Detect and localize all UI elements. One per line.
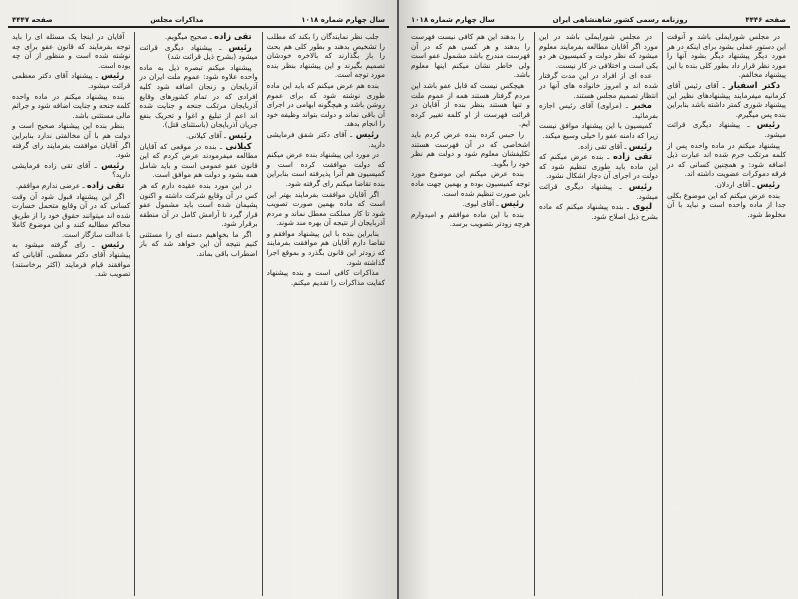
paragraph [12, 192, 130, 240]
paragraph-text: هیچکس نیست که قابل عفو باشد این مردم گرفتار هستند همه از عموم ملت و تنها هستند بنظر بنده از آقایان در قرائت فهرست از او کلمه تغییر کرده ایم. [411, 80, 530, 129]
paragraph [411, 169, 530, 198]
paragraph [411, 210, 530, 229]
paragraph-text: آقای تقی زاده فرمایشی دارید؟ [12, 160, 131, 180]
speaker-name: تقی زاده [612, 151, 652, 162]
paragraph-text: بنظر بنده این پیشنهاد صحیح است و دولت هم با آن مخالفتی ندارد بنابراین اگر آقایان موافقت بفرمایند رای گرفته شود. [12, 121, 131, 160]
speaker-name: تقی زاده [86, 179, 125, 190]
paragraph [12, 32, 130, 70]
speaker-name: دکتر اسفیار [728, 79, 780, 90]
paragraph [267, 268, 385, 287]
paragraph-text: پیشنهاد دیگری قرائت میشود (بشرح ذیل قرائت شد) [139, 42, 258, 62]
speaker-name: رئیس [628, 180, 652, 191]
paragraph: تقی زاده ـ صحیح میگویم. [164, 32, 252, 41]
paragraph-text: بنده عرض میکنم که این ماده باید طوری تنظیم شود که دولت در اجرای آن دچار اشکال نشود. [539, 152, 658, 181]
paragraph-text: در مورد این پیشنهاد بنده عرض میکنم که دولت موافقت کرده است و کمیسیون هم آنرا پذیرفته است بنابراین بنده تقاضا میکنم رای گرفته شود. [266, 150, 385, 188]
page-header [407, 14, 790, 28]
paragraph [667, 32, 786, 80]
speaker-name: رئیس [756, 178, 780, 189]
columns [407, 32, 790, 596]
paragraph-text: بنده عرض میکنم که این موضوع بکلی جدا از ماده واحده است و نباید با آن مخلوط شود. [667, 190, 786, 219]
header-issue: سال چهارم شماره ۱۰۱۸ [411, 16, 495, 24]
paragraph [411, 32, 530, 80]
paragraph [267, 32, 385, 80]
paragraph: رئیس ـ پیشنهاد دیگری قرائت میشود. [667, 119, 786, 139]
paragraph-text: بنده در موقعی که آقایان مطالعه میفرمودند عرض کردم که این قانون عفو عمومی است و باید شامل همه بشود و دولت هم موافق است. [139, 141, 258, 180]
paragraph-text: آقای دکتر شفق فرمایشی دارید. [266, 129, 385, 149]
paragraph-text: صحیح میگویم. [164, 32, 208, 41]
paragraph-text: پیشنهاد دیگری قرائت میشود. [667, 120, 786, 139]
paragraph-text: رای گرفته میشود به پیشنهاد آقای دکتر معظمی. آقایانی که موافقند قیام فرمایند (اکثر برخاستند) تصویب شد. [12, 240, 131, 279]
page-header [8, 14, 389, 28]
speaker-name: رئیس [500, 198, 524, 209]
paragraph-text: بنابراین بنده با این پیشنهاد موافقم و تقاضا دارم آقایان هم موافقت بفرمایند که زودتر این قانون بگذرد و بموقع اجرا گذاشته شود. [266, 228, 385, 267]
paragraph-text: اگر آقایان موافقت بفرمایند بهتر این است که ماده بهمین صورت تصویب شود تا کار مملکت معطل نماند و مردم آذربایجان از نتیجه آن بهره مند شوند. [266, 189, 385, 228]
paragraph-text: آقای کیلانی. [186, 130, 222, 140]
speaker-name: لیوی [632, 201, 652, 212]
paragraph-text: آقای اردلان. [714, 179, 751, 189]
speaker-name: کیلانی [225, 140, 252, 151]
speaker-name: رئیس [756, 119, 780, 130]
text-column [262, 32, 389, 596]
paragraph: رئیس ـ پیشنهاد دیگری قرائت میشود (بشرح ذیل قرائت شد) [139, 41, 258, 62]
text-column [407, 32, 534, 596]
paragraph: رئیس ـ آقای کیلانی. [186, 129, 252, 140]
paragraph [667, 191, 786, 220]
paragraph-text: عرضی ندارم موافقم. [15, 180, 81, 190]
speaker-name: رئیس [355, 128, 380, 139]
paragraph-text: عده ای از افراد در این مدت گرفتار شده اند و امروز خانواده های آنها در انتظار تصمیم مجلس هستند. [539, 71, 658, 100]
speaker-name: رئیس [228, 129, 252, 140]
paragraph: رئیس ـ آقای دکتر شفق فرمایشی دارید. [266, 128, 385, 149]
paragraph: رئیس ـ رای گرفته میشود به پیشنهاد آقای دکتر معظمی. آقایانی که موافقند قیام فرمایند (اکثر برخاستند) تصویب شد. [12, 239, 131, 279]
header-issue: سال چهارم شماره ۱۰۱۸ [301, 16, 385, 24]
paragraph [139, 230, 257, 259]
paragraph: رئیس ـ آقای لیوی. [462, 198, 524, 209]
paragraph: تقی زاده ـ عرضی ندارم موافقم. [15, 179, 125, 190]
text-column [134, 32, 261, 596]
paragraph: رئیس ـ آقای تقی زاده فرمایشی دارید؟ [12, 159, 131, 180]
paragraph-text: بنده پیشنهاد میکنم در ماده واحده کلمه جنحه و جنایت اضافه شود و جرائم مالی مستثنی باشد. [12, 91, 131, 120]
speaker-name: رئیس [628, 140, 652, 151]
paragraph-text: پیشنهاد دیگری قرائت میشود. [539, 181, 658, 201]
paragraph [267, 229, 385, 267]
text-column [534, 32, 662, 596]
paragraph-text: در مجلس شورایملی باشد و آنوقت این دستور عملی بشود برای اینکه در هر مورد دیگر پیشنهاد دیگر بشود آنها را مورد نظر قرار داد بطور کلی بنده با این پیشنهاد مخالفم. [667, 32, 786, 80]
paragraph: لیوی ـ بنده پیشنهاد میکنم که ماده بشرح ذیل اصلاح شود. [539, 201, 658, 221]
paragraph-text: پیشنهاد میکنم تبصره ذیل به ماده واحده علاوه شود: عموم ملت ایران در آذربایجان و زنجان اضافه شود کلیه افرادی که در تمام کشورهای وقایع آذربایجان مرتکب جنحه و جنایت شده اند اعم از تبلیغ و اغوا و تحریک بنفع جریان آذربایجان (باستثنای قتل). [139, 62, 258, 130]
paragraph [539, 121, 658, 140]
header-section: مذاکرات مجلس [150, 16, 204, 24]
speaker-name: رئیس [101, 70, 125, 81]
paragraph-text: بنده پیشنهاد میکنم که ماده بشرح ذیل اصلاح شود. [539, 202, 658, 221]
paragraph: دکتر اسفیار ـ آقای رئیس آقای کرمانیه میفرمایند پیشنهادهای نظیر این پیشنهاد شوری کمتر داشته باشد بنابراین بنده پس میگیرم. [667, 79, 786, 119]
header-section: روزنامه رسمی کشور شاهنشاهی ایران [552, 16, 688, 24]
paragraph-text: آقای رئیس آقای کرمانیه میفرمایند پیشنهادهای نظیر این پیشنهاد شوری کمتر داشته باشد بنابراین بنده پس میگیرم. [667, 80, 786, 119]
text-column [662, 32, 790, 596]
paragraph-text: بنده عرض میکنم این موضوع مورد توجه کمیسیون بوده و بهمین جهت ماده باین صورت تنظیم شده است. [411, 169, 530, 198]
paragraph-text: آقای تقی زاده. [577, 141, 623, 151]
paragraph: تقی زاده ـ بنده عرض میکنم که این ماده باید طوری تنظیم شود که دولت در اجرای آن دچار اشکال نشود. [539, 151, 658, 181]
paragraph-text: آقایان در اینجا یک مسئله ای را باید توجه بفرمایند که قانون عفو برای چه نوشته شده است و منظور از آن چه بوده است. [12, 32, 131, 70]
paragraph-text: اگر ما بخواهیم دسته ای را مستثنی کنیم نتیجه آن این خواهد شد که باز اضطراب باقی بماند. [139, 229, 258, 259]
speaker-name: تقی زاده [214, 32, 252, 41]
paragraph [267, 150, 385, 188]
paragraph-text: پیشنهاد میکنم در ماده واحده پس از کلمه مرتکب جرم شده اند عبارت ذیل اضافه شود: و همچنین کسانی که در فرقه دموکرات عضویت داشته اند. [667, 140, 786, 179]
columns [8, 32, 389, 596]
paragraph [667, 141, 786, 179]
paragraph-text: جلب نظر نمایندگان را بکند که مطلب را تشخیص بدهند و بطور کلی هم بحث را باز بگذارند که بالاخره خودشان تصمیم بگیرند و این پیشنهاد بنظر بنده مورد توجه است. [266, 32, 385, 80]
paragraph-text: را بدهند این هم کافی نیست فهرست را بدهند و هر کسی هم که در آن فهرست مندرج باشد مشمول عفو است ولی خاطر نشان میکنم اینها معلوم باشد. [411, 32, 530, 80]
paragraph [539, 32, 658, 70]
paragraph: رئیس ـ پیشنهاد آقای دکتر معظمی قرائت میشود. [12, 70, 131, 90]
paragraph-text: بنده هم عرض میکنم که باید این ماده طوری نوشته شود که برای عموم روشن باشد و هیچگونه ابهامی در اجرای آن باقی نماند و دولت بتواند وظیفه خود را انجام بدهد. [266, 80, 385, 129]
paragraph [12, 92, 130, 121]
speaker-name: رئیس [228, 41, 252, 52]
paragraph-text: را حبس کرده بنده عرض کردم باید اشخاصی که در آن فهرست هستند تکلیفشان معلوم شود و دولت هم نظر خود را بگوید. [411, 129, 530, 168]
paragraph-text: کمیسیون با این پیشنهاد موافق نیست زیرا که دامنه عفو را خیلی وسیع میکند. [539, 121, 658, 140]
header-page-number: صفحه ۴۴۴۷ [12, 16, 53, 24]
paragraph [267, 81, 385, 129]
paragraph: مخبر ـ (مراوی) آقای رئیس اجازه بفرمائید. [539, 100, 658, 120]
speaker-name: رئیس [101, 239, 125, 250]
header-page-number: صفحه ۴۴۴۶ [745, 16, 786, 24]
paragraph-text: مذاکرات کافی است و بنده پیشنهاد کفایت مذاکرات را تقدیم میکنم. [266, 268, 385, 287]
paragraph [12, 121, 130, 159]
paragraph [267, 190, 385, 228]
paragraph-text: آقای لیوی. [462, 199, 495, 209]
paragraph: رئیس ـ آقای تقی زاده. [577, 140, 652, 151]
speaker-name: مخبر [632, 100, 652, 111]
paragraph [139, 181, 257, 229]
paragraph-text: اگر این پیشنهاد قبول شود آن وقت کسانی که در آن وقایع متحمل خسارت شده اند میتوانند حقوق خود را از طریق محاکم مطالبه کنند و این موضوع کاملا با عدالت سازگار است. [12, 191, 131, 239]
right-page [399, 0, 798, 599]
paragraph-text: پیشنهاد آقای دکتر معظمی قرائت میشود. [12, 71, 131, 90]
text-column [8, 32, 134, 596]
paragraph: رئیس ـ آقای اردلان. [714, 178, 780, 189]
paragraph [139, 63, 257, 130]
paragraph-text: بنده با این ماده موافقم و امیدوارم هرچه زودتر بتصویب برسد. [411, 209, 530, 229]
paragraph [411, 81, 530, 129]
paragraph: رئیس ـ پیشنهاد دیگری قرائت میشود. [539, 180, 658, 201]
paragraph: کیلانی ـ بنده در موقعی که آقایان مطالعه میفرمودند عرض کردم که این قانون عفو عمومی است و باید شامل همه بشود و دولت هم موافق است. [139, 140, 258, 180]
speaker-name: رئیس [101, 159, 125, 170]
paragraph [411, 130, 530, 168]
paragraph-text: (مراوی) آقای رئیس اجازه بفرمائید. [539, 101, 658, 120]
paragraph-text: در مجلس شورایملی باشد در این مورد اگر آقایان مطالعه بفرمایند معلوم میشود که نظر دولت و کمیسیون هر دو یکی است و اختلافی در کار نیست. [539, 32, 658, 70]
paragraph-text: در این مورد بنده عقیده دارم که هر کس در آن وقایع شرکت داشته و اکنون پشیمان شده است باید مشمول عفو قرار گیرد تا آرامش کامل در آن منطقه برقرار شود. [139, 180, 258, 229]
paragraph [539, 71, 658, 100]
